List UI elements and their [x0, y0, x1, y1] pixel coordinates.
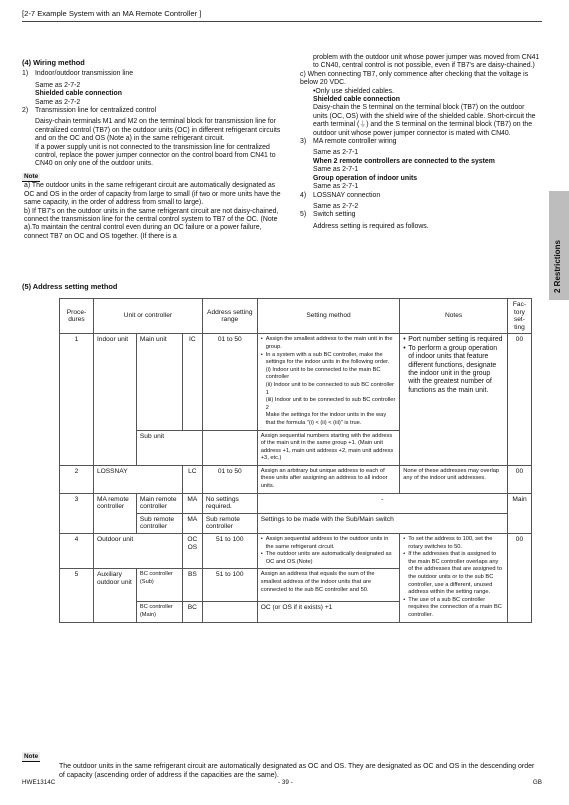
note-c: c) When connecting TB7, only commence after checking that the voltage is below 20 VDC. — [300, 70, 529, 87]
page-number: - 39 - — [278, 779, 293, 786]
language-code: GB — [532, 779, 542, 786]
address-setting-title: (5) Address setting method — [22, 282, 118, 291]
table-row: 5 Auxiliary outdoor unit BC controller (Sub) BS 51 to 100 Assign an address that equals the sum of the smallest address of the indoor units that are connected to the sub BC controller and 50. — [60, 569, 532, 602]
item-2-text: Daisy-chain terminals M1 and M2 on the terminal block for transmission line for centralized control (TB7) on the outdoor units (OC) in different refrigerant circuits and on the OC and OS (Note a) in the same refrigerant circuit. — [35, 118, 281, 143]
right-column: problem with the outdoor unit whose power jumper was moved from CN41 to CN40, central control is not possible, even if TB7's are daisy-chained.) c) When connecting TB7, only commence after checking that the voltage is below 20 VDC. •Only use shielded cables. Shielded cable connection Daisy-chain the S terminal on the terminal block (TB7) on the outdoor units (OC, OS) with the shield wire of the shielded cable. Short-circuit the earth terminal (⏚) and the S terminal on the terminal block (TB7) on the outdoor unit whose power jumper connector is mated with CN40. 3) MA remote controller wiring Same as 2-7-1 When 2 remote controllers are connected to the system Same as 2-7-1 Group operation of indoor units Same as 2-7-1 4) LOSSNAY connection Same as 2-7-2 5) Switch setting Address setting is required as follows. — [300, 54, 540, 230]
table-row: 3 MA remote controller Main remote controller MA No settings required. - Main — [60, 493, 532, 513]
left-column: (4) Wiring method 1) Indoor/outdoor transmission line Same as 2-7-2 Shielded cable connection Same as 2-7-2 2) Transmission line for centralized control Daisy-chain terminals M1 and M2 on the terminal block for transmission line for centralized control (TB7) on the outdoor units (OC) in different refrigerant circuits and on the OC and OS (Note a) in the same refrigerant circuit. If a power supply unit is not connected to the transmission line for centralized control, replace the power jumper connector on the control board from CN41 to CN40 on only one of the outdoor units. Note a) The outdoor units in the same refrigerant circuit are automatically designated as OC and OS in the order of capacity from large to small (if two or more units have the same capacity, in the order of address from small to large). b) If TB7's on the outdoor units in the same refrigerant circuit are not daisy-chained, connect the transmission line for the central control system to TB7 of the OC. (Note a).To maintain the central control even during an OC failure or a power failure, connect TB7 on OC and OS together. (If there is a — [22, 57, 284, 241]
address-setting-table — [59, 298, 532, 623]
chapter-side-tab — [549, 191, 569, 300]
bottom-note — [22, 752, 542, 780]
chapter-side-tab-label: 2 Restrictions — [553, 240, 562, 293]
table-header-row: Proce-dures Unit or controller Address setting range Setting method Notes Fac-tory set-ting — [60, 299, 532, 334]
item-2-title: Transmission line for centralized control — [35, 107, 157, 115]
shielded-only: •Only use shielded cables. — [313, 87, 394, 95]
item-4-title: LOSSNAY connection — [313, 191, 381, 199]
item-3-title: MA remote controller wiring — [313, 138, 397, 146]
note-a: a) The outdoor units in the same refrigerant circuit are automatically designated as OC and OS in the order of capacity from large to small (if two or more units have the same capacity, in the order of address from small to large). — [24, 182, 281, 207]
table-row: 4 Outdoor unit OC OS 51 to 100 • Assign sequential address to the outdoor units in the same refrigerant circuit. • The outdoor units are automatically designated as OC and OS.(Note) • To set the address to 100, set the rotary switches to 50. • If the addresses that is assigned to the main BC controller overlaps any of the addresses that are assigned to the outdoor units or to the sub BC controller, use a different, unused address within the setting range. • The use of a sub BC controller requires the connection of a main BC controller. 00 — [60, 534, 532, 569]
wiring-method-title: (4) Wiring method — [22, 58, 85, 67]
note-label: Note — [22, 173, 40, 182]
note-b-continued: problem with the outdoor unit whose power jumper was moved from CN41 to CN40, central control is not possible, even if TB7's are daisy-chained.) — [313, 54, 540, 70]
table-row: Sub unit Assign sequential numbers starting with the address of the main unit in the same group +1. (Main unit address +1, main unit address +2, main unit address +3, etc.) — [60, 430, 532, 465]
table-row: 1 Indoor unit Main unit IC 01 to 50 • Assign the smallest address to the main unit in the group. • In a system with a sub BC controller, make the settings for the indoor units in the following order. (i) Indoor unit to be connected to the main BC controller (ii) Indoor unit to be connected to sub BC controller 1 (iii) Indoor unit to be connected to sub BC controller 2 Make the settings for the indoor units in the way that the formula "(i) < (ii) < (iii)" is true. • Port number setting is required • To perform a group operation of indoor units that feature different functions, designate the indoor unit in the group with the greatest number of functions as the main unit. 00 — [60, 334, 532, 430]
item-5-title: Switch setting — [313, 211, 356, 219]
bottom-note-label: Note — [24, 753, 39, 760]
table-row: Sub remote controller MA Sub remote controller Settings to be made with the Sub/Main switch — [60, 513, 532, 533]
table-row: 2 LOSSNAY LC 01 to 50 Assign an arbitrary but unique address to each of these units after assigning an address to all indoor units. None of these addresses may overlap any of the indoor unit addresses. 00 — [60, 465, 532, 493]
item-2-text-2: If a power supply unit is not connected to the transmission line for centralized control, replace the power jumper connector on the control board from CN41 to CN40 on only one of the outdoor units. — [35, 143, 276, 168]
page-header: [2-7 Example System with an MA Remote Controller ] — [22, 9, 542, 22]
item-1-title: Indoor/outdoor transmission line — [35, 70, 134, 78]
document-code: HWE1314C — [22, 779, 56, 786]
bottom-note-text: The outdoor units in the same refrigerant circuit are automatically designated as OC and OS. They are designated as OC and OS in the descending order of capacity (ascending order of address if the capacities are the same). — [59, 763, 535, 779]
shielded-text: Daisy-chain the S terminal on the terminal block (TB7) on the outdoor units (OC, OS) with the shield wire of the shielded cable. Short-circuit the earth terminal (⏚) and the S terminal on the terminal block (TB7) on the outdoor unit whose power jumper connector is mated with CN40. — [313, 104, 536, 137]
table-row: BC controller (Main) BC OC (or OS if it exists) +1 — [60, 602, 532, 622]
note-b: b) If TB7's on the outdoor units in the same refrigerant circuit are not daisy-chained, connect the transmission line for the central control system to TB7 of the OC. (Note a).To maintain the central control even during an OC failure or a power failure, connect TB7 on OC and OS together. (If there is a — [24, 207, 279, 240]
